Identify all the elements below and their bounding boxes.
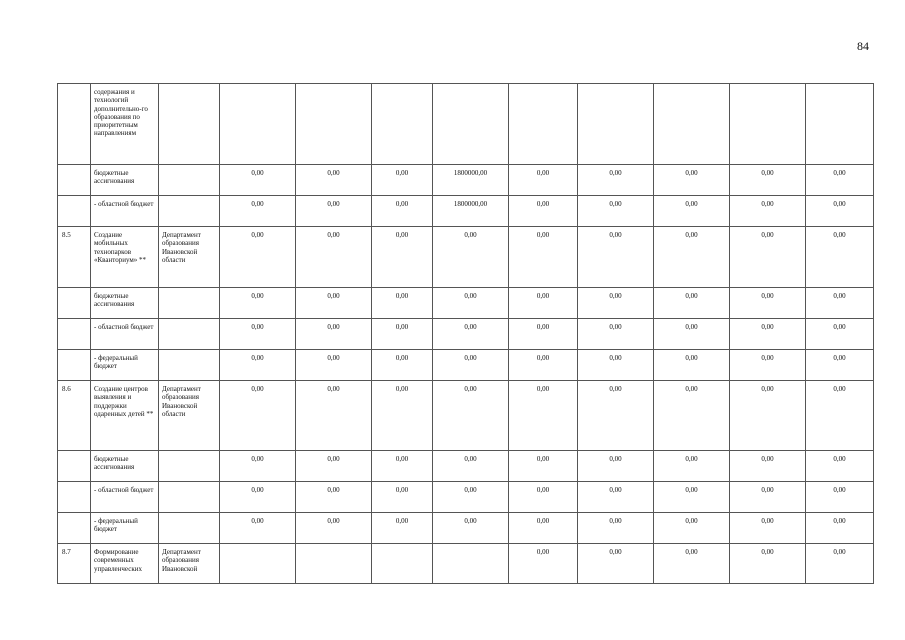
cell-col-1: 0,00 <box>220 482 296 513</box>
cell-col-5: 0,00 <box>509 227 578 288</box>
cell-col-7: 0,00 <box>654 513 730 544</box>
cell-index <box>58 196 91 227</box>
cell-col-2 <box>296 84 372 165</box>
table-row <box>58 513 874 544</box>
cell-col-1: 0,00 <box>220 513 296 544</box>
cell-col-4: 0,00 <box>433 513 509 544</box>
cell-col-3: 0,00 <box>372 319 433 350</box>
cell-col-6: 0,00 <box>578 319 654 350</box>
cell-name: - федеральный бюджет <box>91 513 159 544</box>
cell-col-2: 0,00 <box>296 451 372 482</box>
cell-col-5: 0,00 <box>509 381 578 451</box>
cell-executor <box>159 482 220 513</box>
cell-col-5: 0,00 <box>509 196 578 227</box>
cell-col-9: 0,00 <box>806 381 874 451</box>
table-row <box>58 84 874 165</box>
cell-col-4: 0,00 <box>433 227 509 288</box>
cell-col-1: 0,00 <box>220 196 296 227</box>
cell-col-1: 0,00 <box>220 288 296 319</box>
cell-col-7: 0,00 <box>654 350 730 381</box>
cell-name: бюджетные ассигнования <box>91 165 159 196</box>
cell-name: Создание центров выявления и поддержки одаренных детей ** <box>91 381 159 451</box>
cell-name: - областной бюджет <box>91 319 159 350</box>
cell-col-2: 0,00 <box>296 165 372 196</box>
cell-col-6: 0,00 <box>578 451 654 482</box>
cell-index <box>58 165 91 196</box>
cell-col-8: 0,00 <box>730 350 806 381</box>
cell-index: 8.7 <box>58 544 91 584</box>
cell-col-7: 0,00 <box>654 544 730 584</box>
cell-col-9: 0,00 <box>806 544 874 584</box>
cell-col-2: 0,00 <box>296 196 372 227</box>
cell-name: Создание мобильных технопарков «Кванториум» ** <box>91 227 159 288</box>
cell-col-3 <box>372 84 433 165</box>
cell-col-3: 0,00 <box>372 165 433 196</box>
table-row <box>58 381 874 451</box>
cell-name: Формирование современных управленческих <box>91 544 159 584</box>
cell-col-6: 0,00 <box>578 165 654 196</box>
cell-col-2 <box>296 544 372 584</box>
cell-col-9: 0,00 <box>806 227 874 288</box>
cell-executor <box>159 451 220 482</box>
cell-name: - областной бюджет <box>91 482 159 513</box>
table-row <box>58 227 874 288</box>
cell-col-6 <box>578 84 654 165</box>
table-row <box>58 196 874 227</box>
cell-col-2: 0,00 <box>296 482 372 513</box>
table-row <box>58 544 874 584</box>
cell-col-7: 0,00 <box>654 319 730 350</box>
cell-name: бюджетные ассигнования <box>91 451 159 482</box>
cell-col-1 <box>220 84 296 165</box>
cell-col-1: 0,00 <box>220 319 296 350</box>
cell-col-8: 0,00 <box>730 227 806 288</box>
cell-col-6: 0,00 <box>578 350 654 381</box>
cell-col-6: 0,00 <box>578 544 654 584</box>
cell-col-2: 0,00 <box>296 288 372 319</box>
budget-table <box>57 83 874 584</box>
cell-col-6: 0,00 <box>578 513 654 544</box>
cell-col-1: 0,00 <box>220 451 296 482</box>
cell-col-3: 0,00 <box>372 227 433 288</box>
page-number: 84 <box>857 39 869 53</box>
cell-col-9: 0,00 <box>806 482 874 513</box>
cell-col-4: 0,00 <box>433 319 509 350</box>
cell-col-8: 0,00 <box>730 482 806 513</box>
cell-col-3 <box>372 544 433 584</box>
cell-col-6: 0,00 <box>578 227 654 288</box>
table-row <box>58 319 874 350</box>
cell-col-4: 1800000,00 <box>433 165 509 196</box>
cell-col-1 <box>220 544 296 584</box>
cell-index <box>58 319 91 350</box>
cell-index <box>58 513 91 544</box>
cell-col-6: 0,00 <box>578 288 654 319</box>
cell-col-2: 0,00 <box>296 227 372 288</box>
cell-col-2: 0,00 <box>296 350 372 381</box>
cell-executor <box>159 319 220 350</box>
cell-col-8: 0,00 <box>730 544 806 584</box>
table-row <box>58 165 874 196</box>
cell-col-8 <box>730 84 806 165</box>
cell-col-3: 0,00 <box>372 513 433 544</box>
table-row <box>58 350 874 381</box>
cell-col-4: 0,00 <box>433 381 509 451</box>
cell-col-4: 0,00 <box>433 350 509 381</box>
cell-col-7: 0,00 <box>654 227 730 288</box>
cell-index <box>58 350 91 381</box>
cell-col-5: 0,00 <box>509 319 578 350</box>
cell-col-5: 0,00 <box>509 288 578 319</box>
cell-col-8: 0,00 <box>730 319 806 350</box>
table-row <box>58 288 874 319</box>
cell-col-1: 0,00 <box>220 165 296 196</box>
cell-executor: Департамент образования Ивановской области <box>159 227 220 288</box>
cell-col-8: 0,00 <box>730 451 806 482</box>
cell-col-8: 0,00 <box>730 196 806 227</box>
cell-col-7: 0,00 <box>654 451 730 482</box>
cell-col-8: 0,00 <box>730 381 806 451</box>
cell-col-5: 0,00 <box>509 544 578 584</box>
cell-col-6: 0,00 <box>578 381 654 451</box>
cell-col-7: 0,00 <box>654 381 730 451</box>
cell-col-8: 0,00 <box>730 513 806 544</box>
table-row <box>58 482 874 513</box>
cell-col-4 <box>433 544 509 584</box>
cell-col-3: 0,00 <box>372 451 433 482</box>
cell-executor <box>159 84 220 165</box>
cell-col-1: 0,00 <box>220 381 296 451</box>
cell-col-9 <box>806 84 874 165</box>
cell-col-5: 0,00 <box>509 451 578 482</box>
cell-index <box>58 84 91 165</box>
cell-index: 8.5 <box>58 227 91 288</box>
cell-col-7: 0,00 <box>654 165 730 196</box>
cell-name: бюджетные ассигнования <box>91 288 159 319</box>
cell-col-9: 0,00 <box>806 350 874 381</box>
cell-col-8: 0,00 <box>730 288 806 319</box>
cell-col-2: 0,00 <box>296 513 372 544</box>
cell-col-9: 0,00 <box>806 196 874 227</box>
cell-col-5: 0,00 <box>509 482 578 513</box>
cell-col-3: 0,00 <box>372 350 433 381</box>
cell-col-4: 0,00 <box>433 288 509 319</box>
cell-col-5: 0,00 <box>509 165 578 196</box>
cell-col-5: 0,00 <box>509 513 578 544</box>
cell-executor <box>159 350 220 381</box>
cell-col-2: 0,00 <box>296 381 372 451</box>
cell-index <box>58 482 91 513</box>
cell-col-9: 0,00 <box>806 451 874 482</box>
cell-col-8: 0,00 <box>730 165 806 196</box>
cell-col-4: 0,00 <box>433 451 509 482</box>
cell-col-9: 0,00 <box>806 513 874 544</box>
cell-col-7: 0,00 <box>654 482 730 513</box>
cell-col-3: 0,00 <box>372 288 433 319</box>
cell-executor: Департамент образования Ивановской <box>159 544 220 584</box>
cell-executor <box>159 288 220 319</box>
cell-col-4: 1800000,00 <box>433 196 509 227</box>
table-row <box>58 451 874 482</box>
cell-col-9: 0,00 <box>806 288 874 319</box>
cell-col-3: 0,00 <box>372 482 433 513</box>
cell-col-7 <box>654 84 730 165</box>
cell-col-6: 0,00 <box>578 196 654 227</box>
cell-name: содержания и технологий дополнительно-го образования по приоритетным направлениям <box>91 84 159 165</box>
cell-col-2: 0,00 <box>296 319 372 350</box>
cell-col-3: 0,00 <box>372 381 433 451</box>
cell-executor <box>159 196 220 227</box>
cell-col-1: 0,00 <box>220 350 296 381</box>
cell-col-5: 0,00 <box>509 350 578 381</box>
cell-col-9: 0,00 <box>806 319 874 350</box>
cell-executor <box>159 165 220 196</box>
cell-col-5 <box>509 84 578 165</box>
cell-col-1: 0,00 <box>220 227 296 288</box>
cell-executor <box>159 513 220 544</box>
cell-col-3: 0,00 <box>372 196 433 227</box>
cell-col-6: 0,00 <box>578 482 654 513</box>
cell-index <box>58 288 91 319</box>
cell-col-9: 0,00 <box>806 165 874 196</box>
cell-index <box>58 451 91 482</box>
cell-index: 8.6 <box>58 381 91 451</box>
cell-executor: Департамент образования Ивановской области <box>159 381 220 451</box>
cell-name: - областной бюджет <box>91 196 159 227</box>
cell-col-7: 0,00 <box>654 196 730 227</box>
cell-col-4 <box>433 84 509 165</box>
cell-name: - федеральный бюджет <box>91 350 159 381</box>
cell-col-7: 0,00 <box>654 288 730 319</box>
cell-col-4: 0,00 <box>433 482 509 513</box>
